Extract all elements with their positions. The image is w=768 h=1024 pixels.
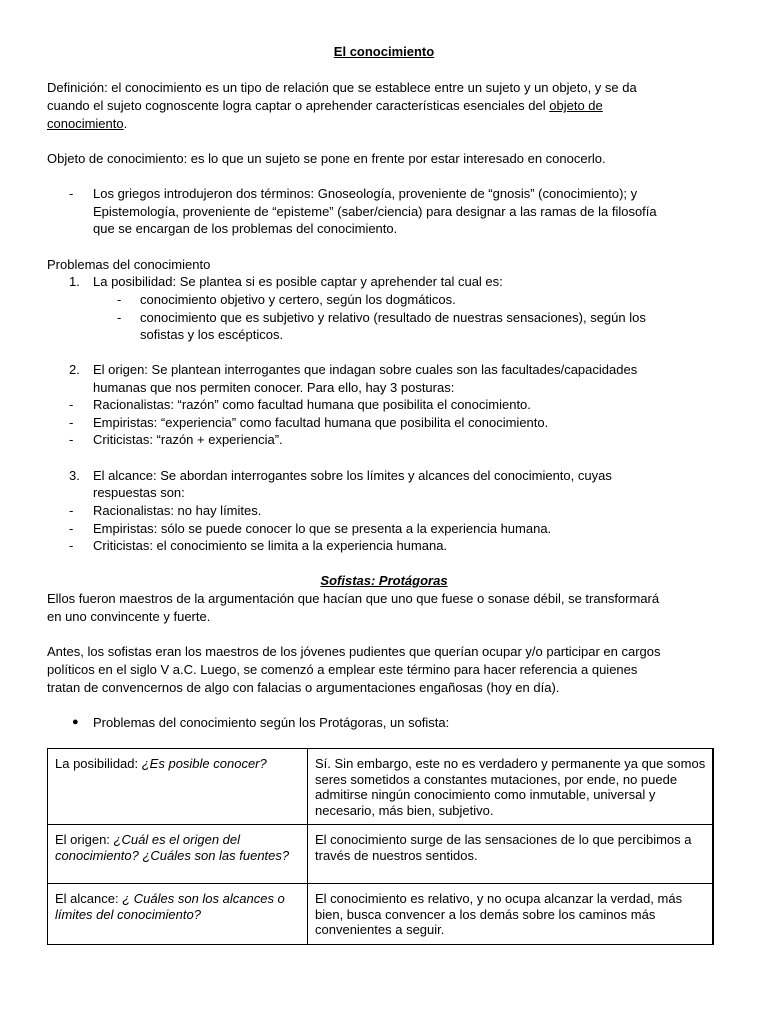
problem-3-line-2: respuestas son:: [93, 485, 185, 500]
section-title-sofistas: Sofistas: Protágoras: [320, 573, 448, 588]
definition-line-3: [47, 115, 127, 132]
table-cell-question: [48, 825, 308, 884]
sofistas-para-2-line-3: tratan de convencernos de algo con falacias o argumentaciones engañosas (hoy en día).: [47, 680, 560, 695]
sofistas-para-1-line-2: en uno convincente y fuerte.: [47, 609, 211, 624]
problem-2-line-1: El origen: Se plantean interrogantes que indagan sobre cuales son las facultades/capacidades: [93, 362, 638, 377]
problem-1-text: La posibilidad: Se plantea si es posible captar y aprehender tal cual es:: [93, 274, 503, 289]
definition-line-1: Definición: el conocimiento es un tipo de relación que se establece entre un sujeto y un objeto, y se da: [47, 80, 637, 95]
row-label: La posibilidad:: [55, 756, 142, 771]
knowledge-problems-table: [47, 748, 714, 945]
problem-2-item-3: Criticistas: “razón + experiencia”.: [93, 432, 283, 447]
problems-heading: Problemas del conocimiento: [47, 257, 211, 272]
list-dash: -: [69, 521, 74, 536]
table-row: [48, 749, 714, 825]
problem-1-sub-2-line-2: sofistas y los escépticos.: [140, 327, 284, 342]
problem-2-item-1: Racionalistas: “razón” como facultad humana que posibilita el conocimiento.: [93, 397, 531, 412]
row-label: El alcance:: [55, 891, 123, 906]
row-question: ¿Cuál es el origen del conocimiento? ¿Cuáles son las fuentes?: [55, 832, 290, 863]
table-cell-question: [48, 884, 308, 945]
table-cell-answer: Sí. Sin embargo, este no es verdadero y permanente ya que somos seres sometidos a constantes mutaciones, por ende, no puede admitirse ningún conocimiento como inmutable, universal y necesario, más bien, subjetivo.: [308, 749, 714, 825]
problem-3-item-3: Criticistas: el conocimiento se limita a la experiencia humana.: [93, 538, 448, 553]
definition-text: cuando el sujeto cognoscente logra captar o aprehender características esenciales del: [47, 98, 550, 113]
definition-end: .: [123, 116, 128, 131]
row-question: ¿Es posible conocer?: [141, 756, 267, 771]
bullet-text: Problemas del conocimiento según los Protágoras, un sofista:: [93, 715, 450, 730]
list-dash: -: [69, 538, 74, 553]
problem-1-sub-1: conocimiento objetivo y certero, según los dogmáticos.: [140, 292, 456, 307]
greeks-line-3: que se encargan de los problemas del conocimiento.: [93, 221, 398, 236]
problem-2-item-2: Empiristas: “experiencia” como facultad humana que posibilita el conocimiento.: [93, 415, 549, 430]
list-dash: -: [69, 503, 74, 518]
greeks-dash: -: [69, 186, 74, 201]
problem-3-line-1: El alcance: Se abordan interrogantes sobre los límites y alcances del conocimiento, cuyas: [93, 468, 612, 483]
object-definition: Objeto de conocimiento: es lo que un sujeto se pone en frente por estar interesado en conocerlo.: [47, 151, 606, 166]
list-dash: -: [69, 397, 74, 412]
table-cell-answer: El conocimiento es relativo, y no ocupa alcanzar la verdad, más bien, busca convencer a los demás sobre los caminos más convenientes a seguir.: [308, 884, 714, 945]
table-cell-question: [48, 749, 308, 825]
problem-3-number: 3.: [69, 468, 80, 483]
problem-1-sub-dash: -: [117, 292, 122, 307]
conocimiento-link: conocimiento: [47, 116, 124, 131]
sofistas-para-1-line-1: Ellos fueron maestros de la argumentación que hacían que uno que fuese o sonase débil, se transformará: [47, 591, 660, 606]
table-row: [48, 825, 714, 884]
problem-3-item-1: Racionalistas: no hay límites.: [93, 503, 262, 518]
greeks-line-1: Los griegos introdujeron dos términos: Gnoseología, proveniente de “gnosis” (conocimiento); y: [93, 186, 638, 201]
list-dash: -: [69, 415, 74, 430]
bullet-dot: ●: [72, 716, 79, 728]
table-row: [48, 884, 714, 945]
problem-1-number: 1.: [69, 274, 80, 289]
table-cell-answer: El conocimiento surge de las sensaciones de lo que percibimos a través de nuestros sentidos.: [308, 825, 714, 884]
greeks-line-2: Epistemología, proveniente de “episteme” (saber/ciencia) para designar a las ramas de la filosofía: [93, 204, 657, 219]
sofistas-para-2-line-2: políticos en el siglo V a.C. Luego, se comenzó a emplear este término para hacer referencia a quienes: [47, 662, 638, 677]
row-question: ¿ Cuáles son los alcances o límites del conocimiento?: [55, 891, 285, 922]
problem-1-sub-2-line-1: conocimiento que es subjetivo y relativo (resultado de nuestras sensaciones), según los: [140, 310, 646, 325]
list-dash: -: [69, 432, 74, 447]
sofistas-para-2-line-1: Antes, los sofistas eran los maestros de los jóvenes pudientes que querían ocupar y/o participar en cargos: [47, 644, 661, 659]
problem-3-item-2: Empiristas: sólo se puede conocer lo que se presenta a la experiencia humana.: [93, 521, 552, 536]
problem-2-number: 2.: [69, 362, 80, 377]
page-title: El conocimiento: [333, 44, 435, 59]
row-label: El origen:: [55, 832, 114, 847]
definition-line-2: [47, 97, 603, 114]
objeto-link: objeto de: [549, 98, 603, 113]
problem-1-sub-dash: -: [117, 310, 122, 325]
problem-2-line-2: humanas que nos permiten conocer. Para ello, hay 3 posturas:: [93, 380, 455, 395]
